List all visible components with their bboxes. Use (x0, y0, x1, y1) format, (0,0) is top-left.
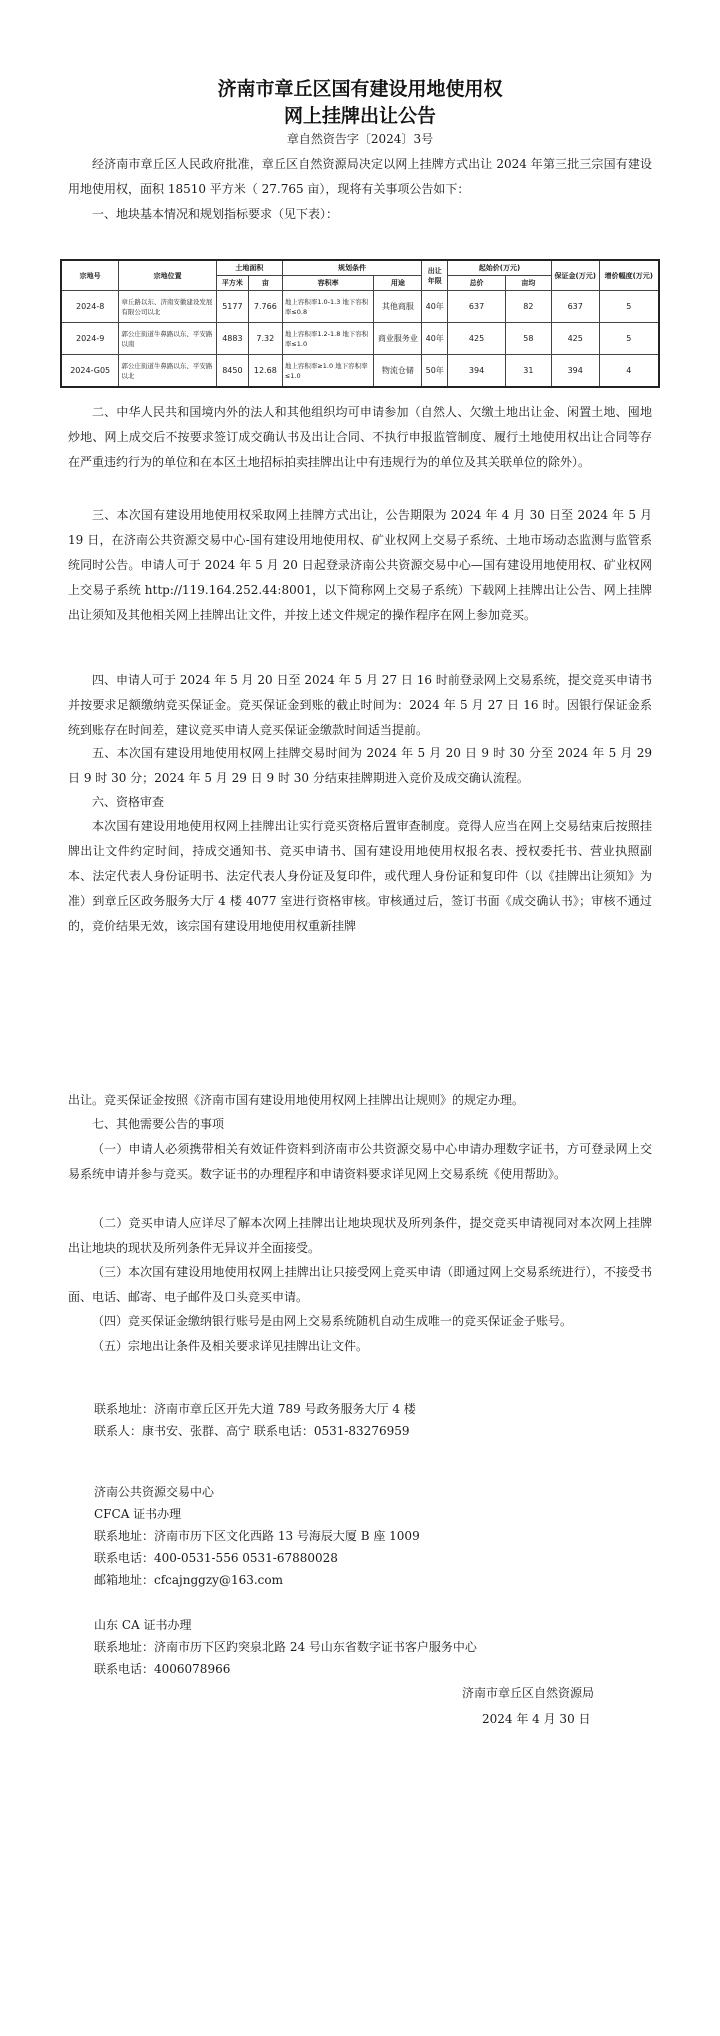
cell-sqm: 5177 (216, 291, 248, 323)
table-row (61, 323, 659, 355)
land-parcel-table (60, 259, 660, 388)
section-7-item-5: （五）宗地出让条件及相关要求详见挂牌出让文件。 (92, 1339, 369, 1353)
cell-term: 40年 (422, 291, 448, 323)
cell-mu: 12.68 (248, 355, 282, 388)
sdca-phone: 联系电话：4006078966 (94, 1662, 231, 1676)
cell-per-mu: 31 (505, 355, 551, 388)
cell-per-mu: 58 (505, 323, 551, 355)
header-start-price: 起始价(万元) (448, 260, 552, 276)
cell-use: 其他商服 (374, 291, 422, 323)
cell-total: 637 (448, 291, 506, 323)
section-3-paragraph: 三、本次国有建设用地使用权采取网上挂牌方式出让，公告期限为 2024 年 4 月 30 日至 2024 年 5 月 19 日，在济南公共资源交易中心-国有建设用地使用权、矿业权网上交易子系统、土地市场动态监测与监管系统同时公告。申请人可于 2024 年 5 月 20 日起登录济南公共资源交易中心—国有建设用地使用权、矿业权网上交易子系统 http://119.164.252.44:8001，以下简称网上交易子系统）下载网上挂牌出让公告、网上挂牌出让须知及其他相关网上挂牌出让文件，并按上述文件规定的操作程序在网上参加竞买。 (68, 508, 652, 622)
table-row (61, 291, 659, 323)
section-5-paragraph: 五、本次国有建设用地使用权网上挂牌交易时间为 2024 年 5 月 20 日 9 时 30 分至 2024 年 5 月 29 日 9 时 30 分；2024 年 5 月 29 日 9 时 30 分结束挂牌期进入竞价及成交确认流程。 (68, 746, 652, 785)
header-lot-no: 宗地号 (61, 260, 119, 291)
document-number: 章自然资告字〔2024〕3号 (286, 132, 434, 146)
cell-increment: 5 (599, 291, 659, 323)
intro-paragraph: 经济南市章丘区人民政府批准，章丘区自然资源局决定以网上挂牌方式出让 2024 年第三批三宗国有建设用地使用权，面积 18510 平方米（ 27.765 亩），现将有关事项公告如下： (68, 157, 652, 196)
header-term: 出让年限 (422, 260, 448, 291)
cell-lot-no: 2024-G05 (61, 355, 119, 388)
signature-date: 2024 年 4 月 30 日 (482, 1712, 591, 1726)
cell-mu: 7.766 (248, 291, 282, 323)
cell-term: 40年 (422, 323, 448, 355)
header-mu: 亩 (248, 276, 282, 291)
cfca-phone: 联系电话：400-0531-556 0531-67880028 (94, 1551, 338, 1565)
header-use: 用途 (374, 276, 422, 291)
section-7-item-1: （一）申请人必须携带相关有效证件资料到济南市公共资源交易中心申请办理数字证书，方可登录网上交易系统申请并参与竞买。数字证书的办理程序和申请资料要求详见网上交易系统《使用帮助》。 (68, 1142, 652, 1181)
cell-plot-ratio: 地上容积率1.0-1.3 地下容积率≤0.8 (282, 291, 374, 323)
cell-location: 章丘路以东、济南安徽建设发展有限公司以北 (119, 291, 217, 323)
cell-location: 郭公庄街道牛鼻路以东、平安路以南 (119, 323, 217, 355)
section-7-item-2: （二）竞买申请人应详尽了解本次网上挂牌出让地块现状及所列条件，提交竞买申请视同对本次网上挂牌出让地块的现状及所列条件无异议并全面接受。 (68, 1216, 652, 1255)
title-line-2: 网上挂牌出让公告 (283, 105, 436, 127)
cell-deposit: 637 (551, 291, 599, 323)
cfca-address: 联系地址：济南市历下区文化西路 13 号海辰大厦 B 座 1009 (94, 1529, 420, 1543)
header-total: 总价 (448, 276, 506, 291)
section-1-heading: 一、地块基本情况和规划指标要求（见下表）： (92, 207, 339, 221)
cell-mu: 7.32 (248, 323, 282, 355)
cell-total: 425 (448, 323, 506, 355)
section-6-heading: 六、资格审查 (92, 795, 165, 809)
section-6-paragraph: 本次国有建设用地使用权网上挂牌出让实行竞买资格后置审查制度。竞得人应当在网上交易结束后按照挂牌出让文件约定时间，持成交通知书、竞买申请书、国有建设用地使用权报名表、授权委托书、营业执照副本、法定代表人身份证明书、法定代表人身份证及复印件，或代理人身份证和复印件（以《挂牌出让须知》为准）到章丘区政务服务大厅 4 楼 4077 室进行资格审核。审核通过后，签订书面《成交确认书》；审核不通过的，竞价结果无效，该宗国有建设用地使用权重新挂牌 (68, 819, 652, 933)
cell-increment: 4 (599, 355, 659, 388)
cell-use: 商业服务业 (374, 323, 422, 355)
header-deposit: 保证金(万元) (551, 260, 599, 291)
cell-per-mu: 82 (505, 291, 551, 323)
section-4-paragraph: 四、申请人可于 2024 年 5 月 20 日至 2024 年 5 月 27 日 16 时前登录网上交易系统，提交竞买申请书并按要求足额缴纳竞买保证金。竞买保证金到账的截止时间为：2024 年 5 月 27 日 16 时。因银行保证金系统到账存在时间差，建议竞买申请人竞买保证金缴款时间适当提前。 (68, 673, 652, 737)
header-planning: 规划条件 (282, 260, 421, 276)
section-6-tail: 出让。竞买保证金按照《济南市国有建设用地使用权网上挂牌出让规则》的规定办理。 (68, 1093, 525, 1107)
cell-use: 物流仓储 (374, 355, 422, 388)
header-per-mu: 亩均 (505, 276, 551, 291)
cfca-email: 邮箱地址：cfcajnggzy@163.com (94, 1573, 283, 1587)
cell-location: 郭公庄街道牛鼻路以东、平安路以北 (119, 355, 217, 388)
sdca-address: 联系地址：济南市历下区趵突泉北路 24 号山东省数字证书客户服务中心 (94, 1640, 477, 1654)
section-7-item-3: （三）本次国有建设用地使用权网上挂牌出让只接受网上竞买申请（即通过网上交易系统进行），不接受书面、电话、邮寄、电子邮件及口头竞买申请。 (68, 1265, 652, 1304)
cell-total: 394 (448, 355, 506, 388)
contact-person: 联系人：康书安、张群、高宁 联系电话：0531-83276959 (94, 1424, 410, 1438)
cell-increment: 5 (599, 323, 659, 355)
cell-sqm: 8450 (216, 355, 248, 388)
header-location: 宗地位置 (119, 260, 217, 291)
header-increment: 增价幅度(万元) (599, 260, 659, 291)
header-plot-ratio: 容积率 (282, 276, 374, 291)
contact-address: 联系地址：济南市章丘区开先大道 789 号政务服务大厅 4 楼 (94, 1402, 416, 1416)
title-line-1: 济南市章丘区国有建设用地使用权 (217, 78, 503, 100)
cell-sqm: 4883 (216, 323, 248, 355)
header-sqm: 平方米 (216, 276, 248, 291)
cfca-heading: CFCA 证书办理 (94, 1507, 182, 1521)
section-7-heading: 七、其他需要公告的事项 (92, 1117, 225, 1131)
cell-plot-ratio: 地上容积率1.2-1.8 地下容积率≤1.0 (282, 323, 374, 355)
header-land-area: 土地面积 (216, 260, 282, 276)
table-header-row (61, 260, 659, 276)
signature-org: 济南市章丘区自然资源局 (462, 1686, 595, 1700)
cell-lot-no: 2024-9 (61, 323, 119, 355)
cell-plot-ratio: 地上容积率≥1.0 地下容积率≤1.0 (282, 355, 374, 388)
cell-deposit: 394 (551, 355, 599, 388)
section-7-item-4: （四）竞买保证金缴纳银行账号是由网上交易系统随机自动生成唯一的竞买保证金子账号。 (92, 1314, 573, 1328)
cell-lot-no: 2024-8 (61, 291, 119, 323)
cell-deposit: 425 (551, 323, 599, 355)
section-2-paragraph: 二、中华人民共和国境内外的法人和其他组织均可申请参加（自然人、欠缴土地出让金、闲置土地、囤地炒地、网上成交后不按要求签订成交确认书及出让合同、不执行申报监管制度、履行土地使用权出让合同等存在严重违约行为的单位和在本区土地招标拍卖挂牌出让中有违规行为的单位及其关联单位的除外）。 (68, 405, 652, 469)
center-name: 济南公共资源交易中心 (94, 1485, 215, 1499)
cell-term: 50年 (422, 355, 448, 388)
table-row (61, 355, 659, 388)
sdca-heading: 山东 CA 证书办理 (94, 1618, 192, 1632)
